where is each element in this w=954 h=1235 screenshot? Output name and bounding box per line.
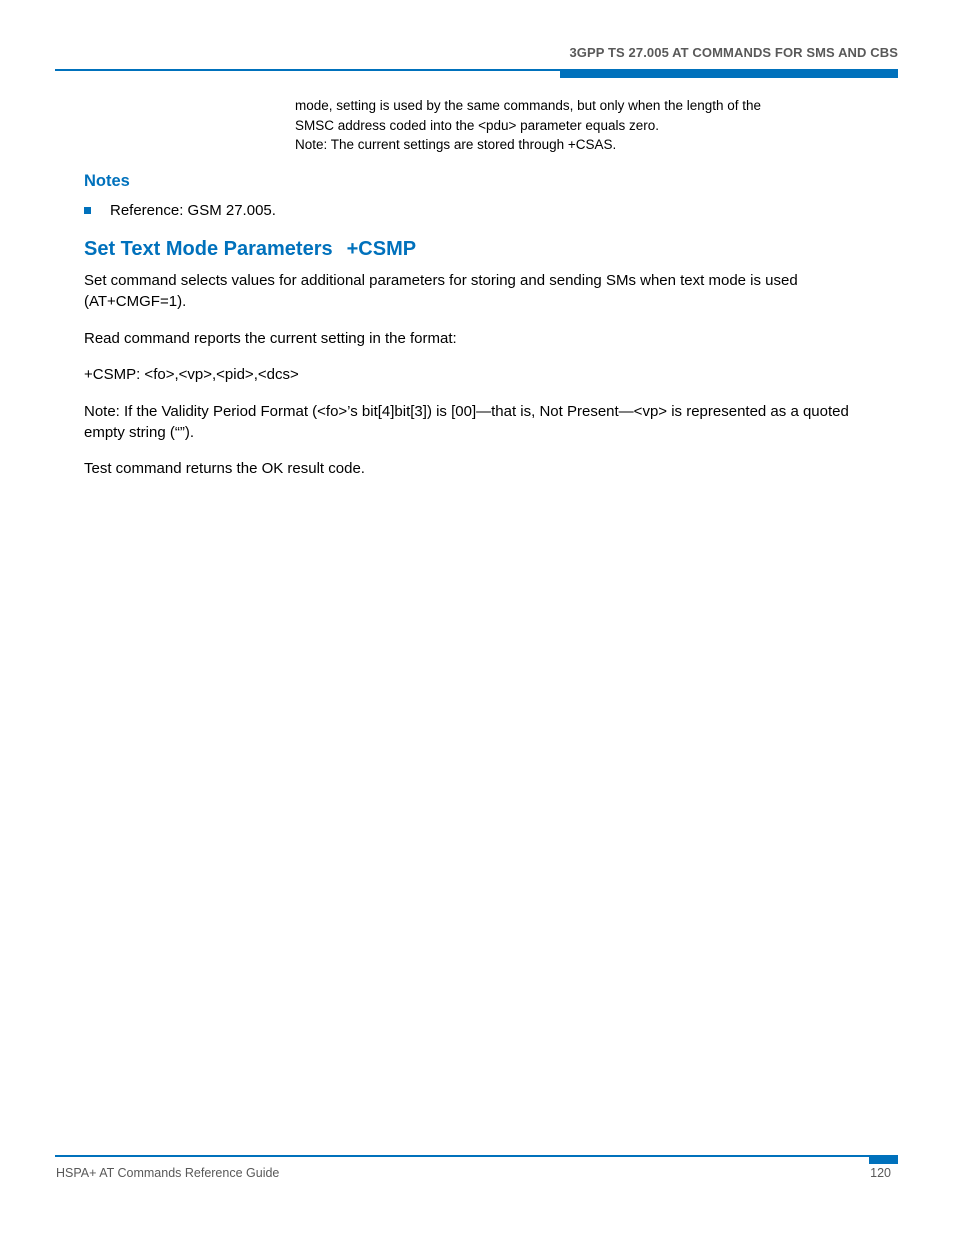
square-bullet-icon	[84, 207, 91, 214]
continued-description	[295, 96, 855, 155]
section-title: Set Text Mode Parameters	[84, 238, 333, 260]
body-paragraph: Read command reports the current setting in the format:	[84, 330, 457, 347]
section-command: +CSMP	[346, 238, 417, 260]
footer-accent-bar	[869, 1155, 898, 1164]
continued-line: mode, setting is used by the same commands, but only when the length of the	[295, 98, 762, 113]
section-heading	[84, 238, 416, 261]
footer-rule	[55, 1155, 898, 1157]
response-format: +CSMP: <fo>,<vp>,<pid>,<dcs>	[84, 366, 299, 383]
body-paragraph: Set command selects values for additional parameters for storing and sending SMs when text mode is used (AT+CMGF=1).	[84, 272, 798, 310]
body-paragraph: Test command returns the OK result code.	[84, 460, 365, 477]
continued-line: SMSC address coded into the <pdu> parameter equals zero.	[295, 117, 659, 133]
notes-list-item	[84, 201, 276, 221]
footer-doc-title: HSPA+ AT Commands Reference Guide	[56, 1166, 280, 1180]
notes-item-text: Reference: GSM 27.005.	[110, 202, 276, 219]
body-note: Note: If the Validity Period Format (<fo>’s bit[4]bit[3]) is [00]—that is, Not Present—<vp> is represented as a quoted empty string (“”).	[84, 403, 849, 441]
continued-line: Note: The current settings are stored through +CSAS.	[295, 137, 617, 152]
page-number: 120	[870, 1166, 891, 1180]
running-header-title: 3GPP TS 27.005 AT COMMANDS FOR SMS AND CBS	[569, 45, 898, 60]
notes-heading: Notes	[84, 172, 130, 190]
header-accent-bar	[560, 69, 898, 78]
